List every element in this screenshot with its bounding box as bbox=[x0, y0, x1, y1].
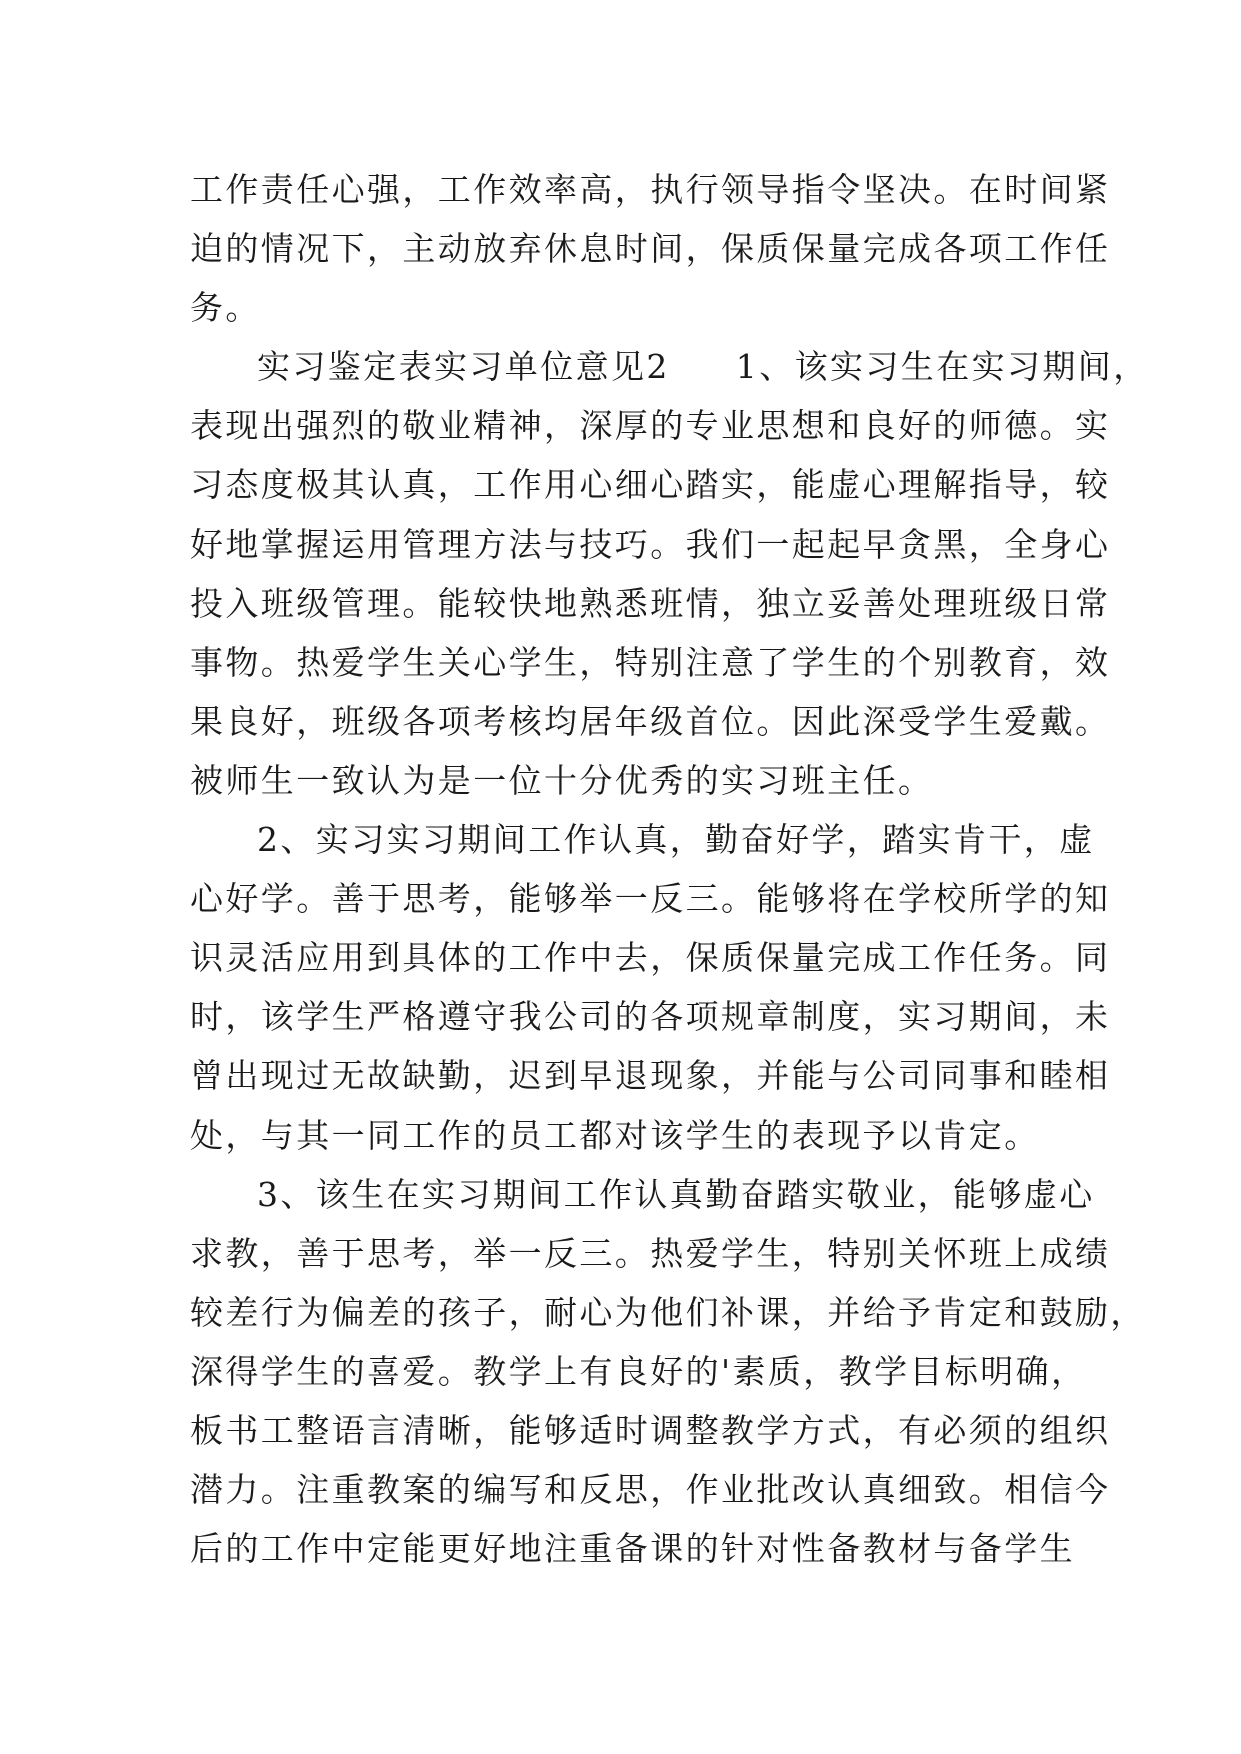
document-body bbox=[190, 160, 1149, 1578]
text-line: 表现出强烈的敬业精神，深厚的专业思想和良好的师德。实 bbox=[190, 406, 1111, 446]
text-line: 潜力。注重教案的编写和反思，作业批改认真细致。相信今 bbox=[190, 1470, 1111, 1510]
text-line: 好地掌握运用管理方法与技巧。我们一起起早贪黑，全身心 bbox=[190, 524, 1111, 564]
text-line: 迫的情况下，主动放弃休息时间，保质保量完成各项工作任 bbox=[190, 229, 1111, 269]
text-line: 投入班级管理。能较快地熟悉班情，独立妥善处理班级日常 bbox=[190, 583, 1111, 623]
text-line: 3、该生在实习期间工作认真勤奋踏实敬业，能够虚心 bbox=[257, 1174, 1095, 1214]
text-line: 事物。热爱学生关心学生，特别注意了学生的个别教育，效 bbox=[190, 642, 1111, 682]
text-line: 曾出现过无故缺勤，迟到早退现象，并能与公司同事和睦相 bbox=[190, 1056, 1111, 1096]
text-line: 务。 bbox=[190, 288, 261, 328]
section-heading-line bbox=[190, 337, 1149, 396]
section-heading: 实习鉴定表实习单位意见2 bbox=[257, 347, 670, 387]
text-line: 深得学生的喜爱。教学上有良好的'素质，教学目标明确， bbox=[190, 1351, 1087, 1391]
text-line: 心好学。善于思考，能够举一反三。能够将在学校所学的知 bbox=[190, 879, 1111, 919]
text-line: 1、该实习生在实习期间， bbox=[735, 347, 1149, 387]
text-line: 识灵活应用到具体的工作中去，保质保量完成工作任务。同 bbox=[190, 938, 1111, 978]
text-line: 后的工作中定能更好地注重备课的针对性备教材与备学生 bbox=[190, 1529, 1075, 1569]
text-line: 习态度极其认真，工作用心细心踏实，能虚心理解指导，较 bbox=[190, 465, 1111, 505]
text-line: 较差行为偏差的孩子，耐心为他们补课，并给予肯定和鼓励， bbox=[190, 1292, 1146, 1332]
text-line: 时，该学生严格遵守我公司的各项规章制度，实习期间，未 bbox=[190, 997, 1111, 1037]
text-line: 板书工整语言清晰，能够适时调整教学方式，有必须的组织 bbox=[190, 1410, 1111, 1450]
text-line: 果良好，班级各项考核均居年级首位。因此深受学生爱戴。 bbox=[190, 701, 1111, 741]
text-line: 被师生一致认为是一位十分优秀的实习班主任。 bbox=[190, 760, 934, 800]
text-line: 2、实习实习期间工作认真，勤奋好学，踏实肯干，虚 bbox=[257, 820, 1095, 860]
text-line: 求教，善于思考，举一反三。热爱学生，特别关怀班上成绩 bbox=[190, 1233, 1111, 1273]
text-line: 处，与其一同工作的员工都对该学生的表现予以肯定。 bbox=[190, 1115, 1040, 1155]
text-line: 工作责任心强，工作效率高，执行领导指令坚决。在时间紧 bbox=[190, 170, 1111, 209]
